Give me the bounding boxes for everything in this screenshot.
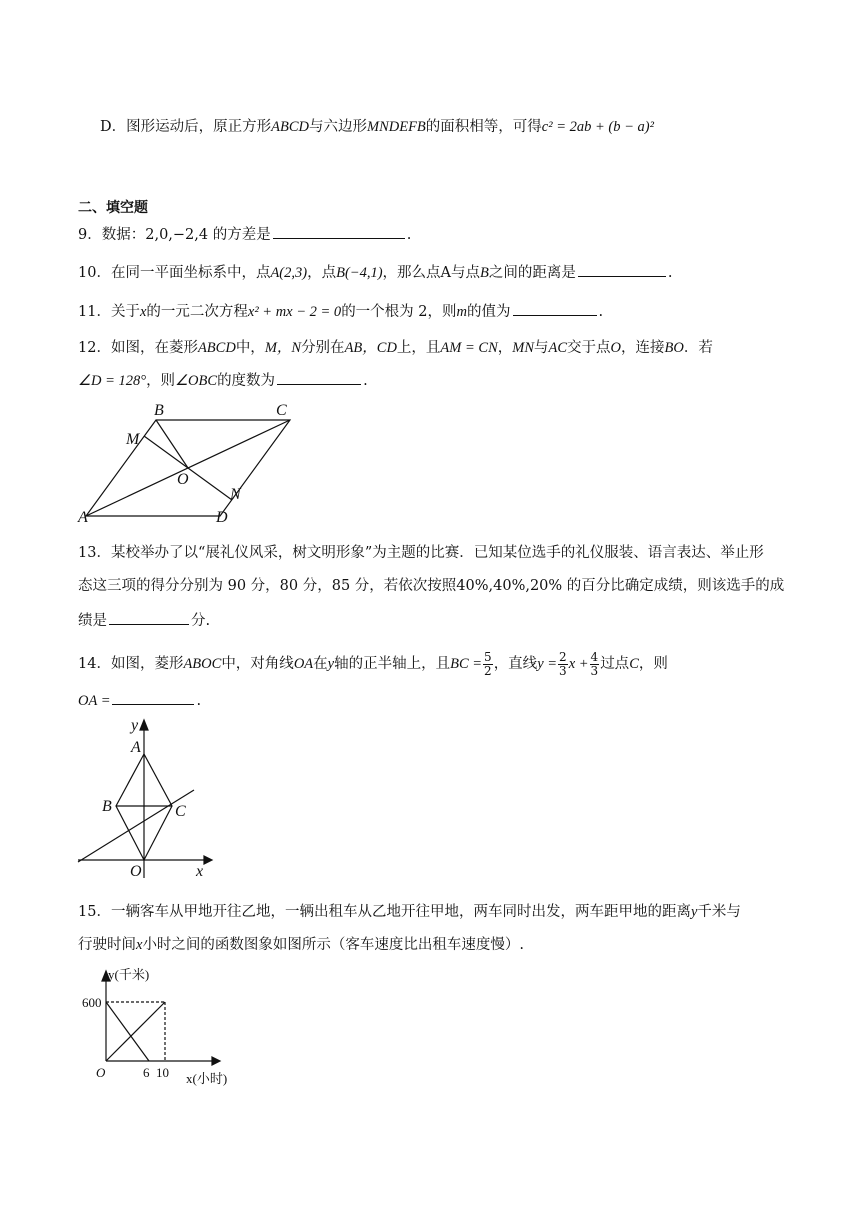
question-15-line1 (78, 902, 741, 922)
q11-end: . (598, 304, 604, 320)
q12-text-k: 的度数为 (217, 373, 276, 389)
q11-text2: 的一元二次方程 (146, 304, 248, 320)
q12-ab-cd: AB，CD (344, 340, 397, 356)
label-o: O (130, 863, 142, 880)
q12-text-h: ，连接 (621, 340, 665, 356)
q11-number: 11． (78, 304, 111, 320)
q12-number: 12． (78, 340, 111, 356)
q12-o: O (610, 340, 622, 356)
q14-intercept-denominator: 3 (590, 663, 599, 678)
q15-text-c: 行驶时间 (78, 937, 136, 953)
q11-text4: 的值为 (467, 304, 511, 320)
x-axis-arrow (212, 1057, 220, 1065)
label-c: C (175, 803, 186, 820)
q12-angle-obc: ∠OBC (175, 373, 218, 389)
q12-text-i: ．若 (683, 340, 713, 356)
option-d-prefix: D．图形运动后，原正方形 (100, 119, 272, 135)
question-14-line2 (78, 690, 201, 711)
q13-text2: 态这三项的得分分别为 90 分，80 分，85 分，若依次按照40%,40%,20% 的百分比确定成绩，则该选手的成 (78, 578, 785, 594)
q14-slope-fraction (558, 651, 568, 678)
option-d-mid: 与六边形 (308, 119, 367, 135)
question-13-line1 (78, 543, 764, 563)
question-15-line2 (78, 935, 524, 955)
segment-bo (156, 420, 188, 468)
option-d-formula: c² = 2ab + (b − a)² (541, 119, 654, 135)
origin-o: O (96, 1065, 106, 1080)
q12-rhombus-figure (74, 398, 304, 528)
q12-text-a: 如图，在菱形 (110, 340, 198, 356)
q14-c: C (629, 656, 639, 672)
q13-number: 13． (78, 545, 111, 561)
question-14-line1 (78, 644, 668, 684)
label-c: C (276, 402, 287, 419)
q14-intercept-numerator: 4 (590, 649, 599, 664)
x-axis-arrow (204, 856, 212, 864)
option-d (100, 117, 654, 137)
q13-answer-blank[interactable] (109, 610, 189, 625)
q9-text: 数据：2,0,−2,4 的方差是 (101, 227, 271, 243)
line-taxi (106, 1002, 149, 1061)
q9-answer-blank[interactable] (273, 224, 405, 239)
q12-text-d: 上，且 (396, 340, 441, 356)
line-bus (106, 1002, 165, 1061)
q12-abcd: ABCD (197, 340, 236, 356)
q15-text-a: 一辆客车从甲地开往乙地，一辆出租车从乙地开往甲地，两车同时出发，两车距甲地的距离 (110, 904, 691, 920)
label-d: D (216, 509, 228, 526)
q14-text-a: 如图，菱形 (110, 656, 184, 672)
q10-number: 10． (78, 265, 111, 281)
q15-x: x (136, 937, 143, 953)
q15-text-b: 千米与 (697, 904, 741, 920)
q12-text-b: 中， (235, 340, 265, 356)
q12-mn2: MN (512, 340, 534, 356)
question-13-line2 (78, 576, 784, 596)
label-n: N (230, 486, 241, 503)
label-m: M (126, 431, 140, 448)
q12-text-g: 交于点 (567, 340, 611, 356)
q14-bc-numerator: 5 (484, 649, 492, 664)
label-b: B (154, 402, 164, 419)
q13-text4: 分. (191, 613, 211, 629)
q14-oa-eq: OA = (78, 693, 111, 709)
q10-text4: 之间的距离是 (488, 265, 576, 281)
label-b: B (102, 798, 112, 815)
q14-intercept-fraction (590, 651, 600, 678)
q15-graph-figure (80, 965, 250, 1089)
tick-6: 6 (143, 1065, 150, 1080)
label-o: O (177, 471, 189, 488)
q15-text-d: 小时之间的函数图象如图所示（客车速度比出租车速度慢）. (142, 937, 525, 953)
option-d-abcd: ABCD (271, 119, 309, 135)
q14-x-plus: x + (568, 656, 589, 672)
q12-text-f: 与 (534, 340, 549, 356)
question-9 (78, 224, 411, 245)
question-12-line2 (78, 370, 368, 391)
q14-y: y (327, 656, 335, 672)
q14-line-y: y = (537, 656, 558, 672)
q10-end: . (667, 265, 673, 281)
option-d-mndefb: MNDEFB (366, 119, 426, 135)
label-a: A (131, 739, 141, 756)
q15-y: y (690, 904, 698, 920)
q14-coordinate-figure (72, 716, 222, 880)
q10-text1: 在同一平面坐标系中，点 (110, 265, 271, 281)
section-title: 二、填空题 (78, 200, 148, 216)
option-d-mid2: 的面积相等，可得 (425, 119, 542, 135)
q14-slope-denominator: 3 (559, 663, 567, 678)
label-a: A (78, 509, 88, 526)
q14-text-b: 中，对角线 (221, 656, 294, 672)
q12-am-cn: AM = CN (440, 340, 498, 356)
label-y: y (131, 717, 139, 734)
q14-answer-blank[interactable] (112, 690, 194, 705)
q12-text-j: ，则 (146, 373, 176, 389)
q10-answer-blank[interactable] (578, 262, 666, 277)
q10-point-b: B(−4,1) (336, 265, 383, 281)
q11-x: x (139, 304, 147, 320)
q11-m: m (456, 304, 468, 320)
q13-text1: 某校举办了以“展礼仪风采，树文明形象”为主题的比赛．已知某位选手的礼仪服装、语言表达、举止形 (110, 545, 764, 561)
q12-end: . (363, 373, 368, 389)
q10-b: B (480, 265, 489, 281)
q10-text2: ，点 (307, 265, 337, 281)
q14-number: 14． (78, 656, 111, 672)
q11-text1: 关于 (110, 304, 140, 320)
q12-ac: AC (548, 340, 568, 356)
q14-text-d: 轴的正半轴上，且 (334, 656, 451, 672)
q9-number: 9． (78, 227, 102, 243)
q14-abco: ABOC (183, 656, 222, 672)
question-11 (78, 301, 603, 322)
q11-equation: x² + mx − 2 = 0 (247, 304, 342, 320)
line-through-c (78, 790, 194, 862)
q11-text3: 的一个根为 2，则 (341, 304, 457, 320)
y-axis-arrow (140, 720, 148, 730)
q12-answer-blank[interactable] (277, 370, 361, 385)
y-label: y(千米) (108, 967, 150, 982)
x-label: x(小时) (186, 1071, 228, 1086)
q13-text3: 绩是 (78, 613, 107, 629)
tick-10: 10 (156, 1065, 169, 1080)
q10-point-a: A(2,3) (270, 265, 308, 281)
q14-slope-numerator: 2 (559, 649, 567, 664)
q14-bc: BC = (450, 656, 483, 672)
q14-text-f: 过点 (600, 656, 630, 672)
q12-bo: BO (664, 340, 684, 356)
q11-answer-blank[interactable] (513, 301, 597, 316)
q14-text-c: 在 (313, 656, 328, 672)
q12-text-c: 分别在 (301, 340, 345, 356)
q14-text-g: ，则 (638, 656, 668, 672)
tick-600: 600 (82, 995, 102, 1010)
q12-mn: M，N (264, 340, 302, 356)
question-12-line1 (78, 338, 713, 358)
q14-bc-fraction (483, 651, 493, 678)
q14-oa: OA (293, 656, 314, 672)
q15-number: 15． (78, 904, 111, 920)
q12-angle-d: ∠D = 128° (78, 373, 147, 389)
question-13-line3 (78, 610, 210, 631)
q14-end: . (196, 693, 202, 709)
question-10 (78, 262, 672, 283)
label-x: x (196, 863, 204, 880)
q14-text-e: ，直线 (493, 656, 538, 672)
q9-end: . (406, 227, 412, 243)
q12-text-e: ， (497, 340, 513, 356)
q14-bc-denominator: 2 (484, 663, 492, 678)
q10-text3: ，那么点A与点 (382, 265, 481, 281)
